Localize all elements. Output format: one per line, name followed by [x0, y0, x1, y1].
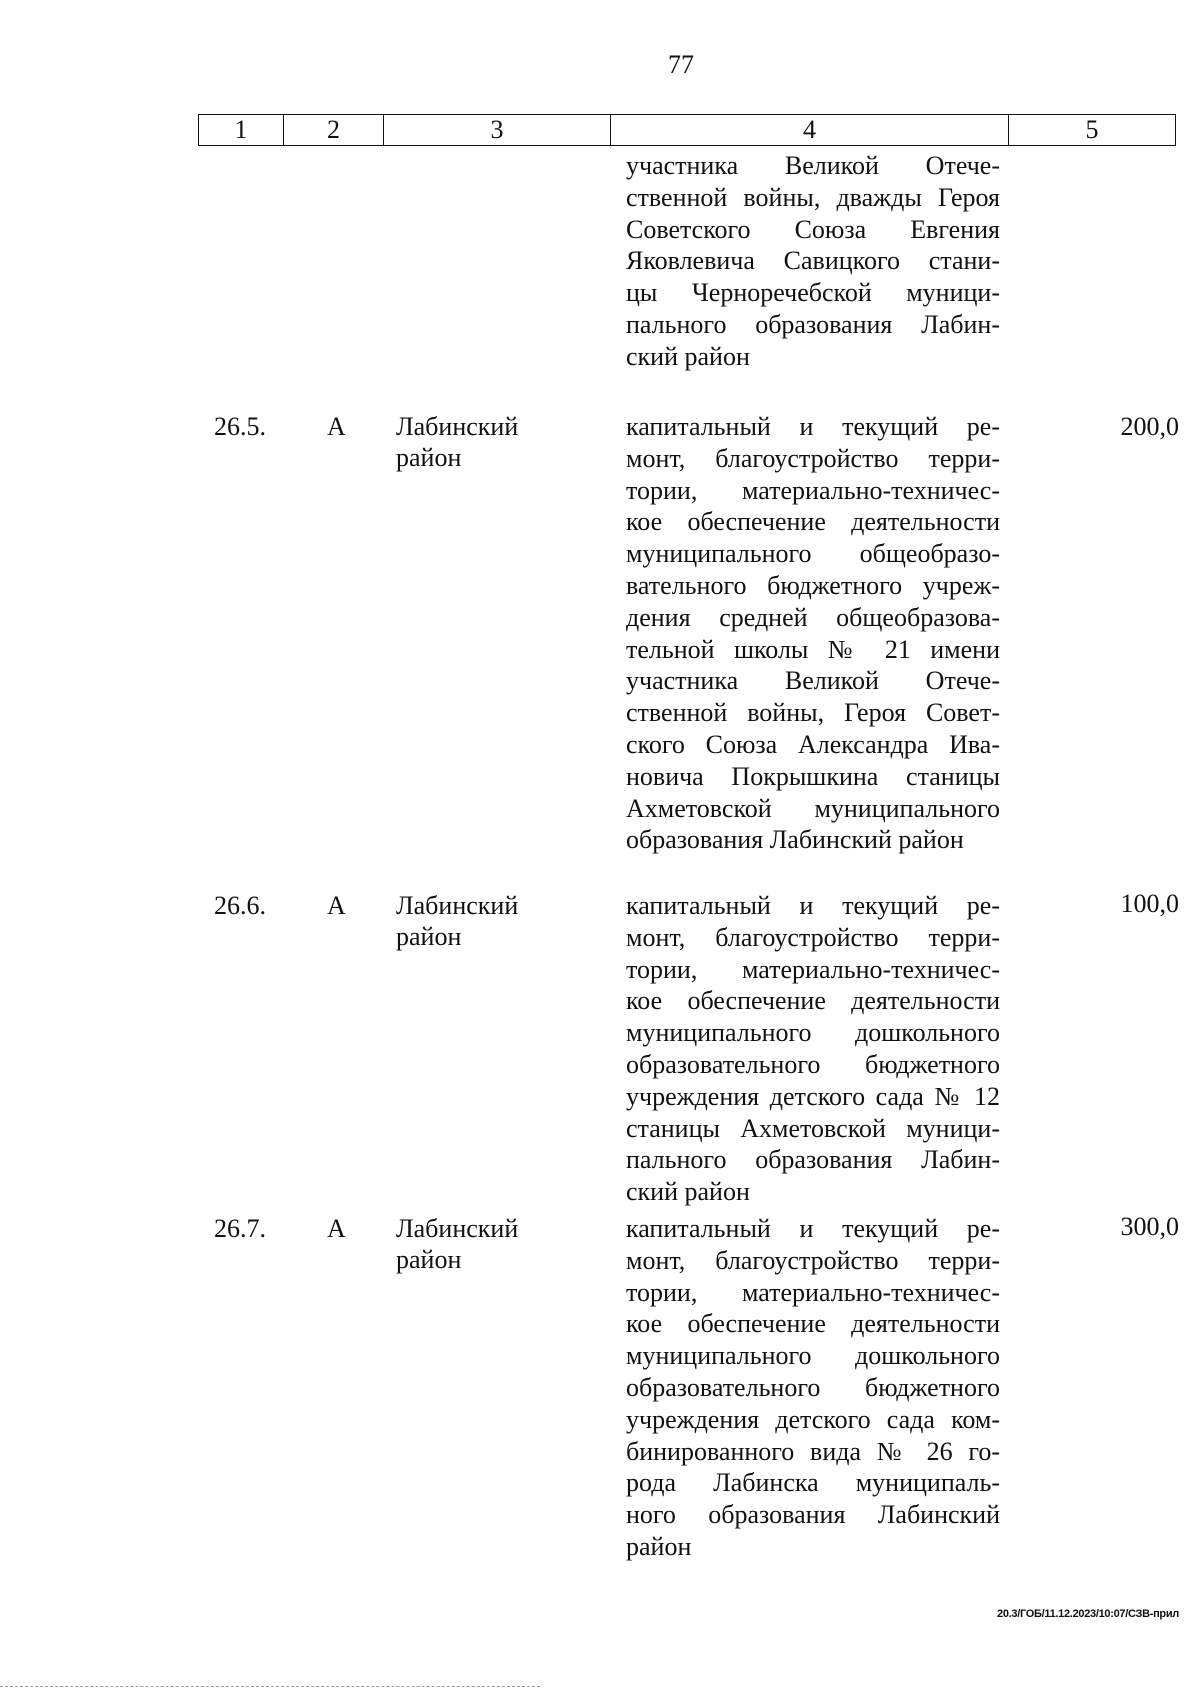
description-line: новича Покрышкина станицы: [626, 761, 1000, 791]
row-description: [626, 890, 1000, 1208]
description-line: капитальный и текущий ре-: [626, 891, 1000, 920]
scan-edge-divider: [0, 1686, 540, 1687]
description-line: Яковлевича Савицкого стани-: [626, 246, 1000, 276]
description-line: кое обеспечение деятельности: [626, 507, 1000, 537]
description-line: тории, материально-техничес-: [626, 475, 1000, 505]
description-line: монт, благоустройство терри-: [626, 443, 1000, 473]
description-line: кое обеспечение деятельности: [626, 986, 1000, 1016]
row-area: [396, 411, 576, 473]
header-col-2: 2: [284, 115, 384, 145]
description-line: капитальный и текущий ре-: [626, 412, 1000, 441]
description-line: ного образования Лабинский: [626, 1500, 1000, 1530]
row-area-line: Лабинский: [396, 891, 519, 920]
description-line: бинированного вида № 26 го-: [626, 1436, 1000, 1466]
header-col-1: 1: [199, 115, 284, 145]
description-line: монт, благоустройство терри-: [626, 922, 1000, 952]
description-line: пального образования Лабин-: [626, 1145, 1000, 1175]
description-line: ский район: [626, 341, 750, 371]
document-code: 20.3/ГОБ/11.12.2023/10:07/СЗВ-прил: [997, 1608, 1179, 1620]
page-number: 77: [668, 50, 694, 79]
row-number: 26.6.: [214, 891, 266, 920]
description-line: учреждения детского сада № 12: [626, 1081, 1000, 1111]
continuation-description: [626, 150, 1000, 373]
description-line: участника Великой Отече-: [626, 666, 1000, 696]
row-area-line: район: [396, 1245, 462, 1274]
row-category: А: [327, 1214, 346, 1243]
row-category: А: [327, 412, 346, 441]
description-line: капитальный и текущий ре-: [626, 1214, 1000, 1243]
row-area: [396, 890, 576, 952]
row-description: [626, 411, 1000, 856]
description-line: муниципального дошкольного: [626, 1018, 1000, 1048]
header-col-4: 4: [611, 115, 1009, 145]
description-line: Советского Союза Евгения: [626, 214, 1000, 244]
row-category: А: [327, 891, 346, 920]
row-amount: 300,0: [1120, 1212, 1179, 1241]
description-line: тельной школы № 21 имени: [626, 634, 1000, 664]
description-line: станицы Ахметовской муници-: [626, 1113, 1000, 1143]
description-line: участника Великой Отече-: [626, 151, 1000, 180]
description-line: цы Черноречебской муници-: [626, 278, 1000, 308]
description-line: ского Союза Александра Ива-: [626, 729, 1000, 759]
table-header: [198, 114, 1176, 146]
row-description: [626, 1213, 1000, 1563]
row-amount: 200,0: [1120, 412, 1179, 441]
description-line: вательного бюджетного учреж-: [626, 570, 1000, 600]
description-line: тории, материально-техничес-: [626, 954, 1000, 984]
description-line: муниципального дошкольного: [626, 1341, 1000, 1371]
row-number: 26.5.: [214, 412, 266, 441]
header-col-5: 5: [1085, 115, 1099, 144]
description-line: ственной войны, Героя Совет-: [626, 698, 1000, 728]
row-area-line: район: [396, 922, 462, 951]
description-line: образовательного бюджетного: [626, 1372, 1000, 1402]
description-line: образования Лабинский район: [626, 825, 964, 855]
row-number: 26.7.: [214, 1214, 266, 1243]
description-line: кое обеспечение деятельности: [626, 1309, 1000, 1339]
row-area: [396, 1213, 576, 1275]
header-col-3: 3: [384, 115, 611, 145]
row-amount: 100,0: [1120, 889, 1179, 918]
description-line: ский район: [626, 1177, 750, 1207]
description-line: пального образования Лабин-: [626, 309, 1000, 339]
description-line: ственной войны, дважды Героя: [626, 182, 1000, 212]
description-line: дения средней общеобразова-: [626, 602, 1000, 632]
row-area-line: Лабинский: [396, 1214, 519, 1243]
description-line: монт, благоустройство терри-: [626, 1245, 1000, 1275]
description-line: тории, материально-техничес-: [626, 1277, 1000, 1307]
description-line: учреждения детского сада ком-: [626, 1404, 1000, 1434]
description-line: рода Лабинска муниципаль-: [626, 1468, 1000, 1498]
description-line: муниципального общеобразо-: [626, 539, 1000, 569]
description-line: Ахметовской муниципального: [626, 793, 1000, 823]
description-line: район: [626, 1531, 692, 1561]
description-line: образовательного бюджетного: [626, 1049, 1000, 1079]
row-area-line: Лабинский: [396, 412, 519, 441]
row-area-line: район: [396, 443, 462, 472]
